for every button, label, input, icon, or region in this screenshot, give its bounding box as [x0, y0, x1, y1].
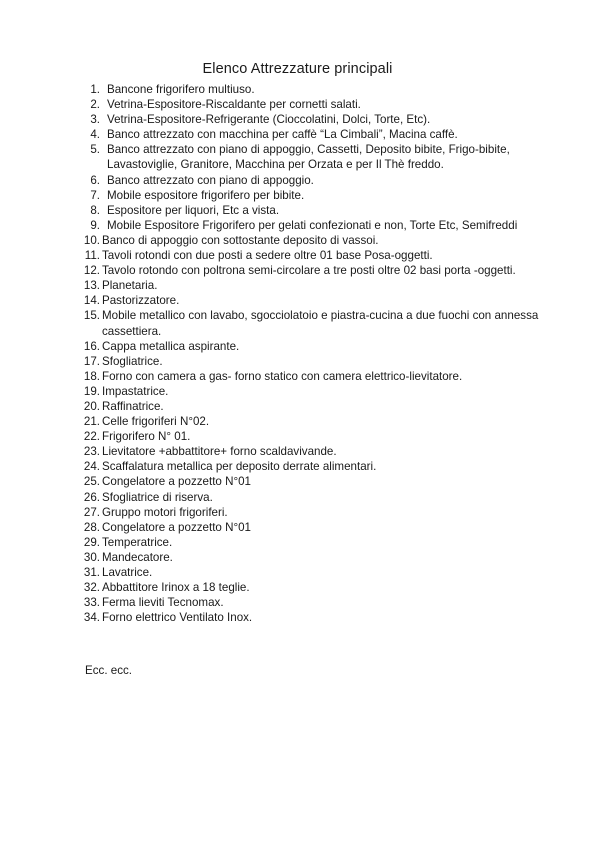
list-item — [82, 490, 552, 505]
item-text: Frigorifero N° 01. — [102, 430, 191, 444]
item-text: Impastatrice. — [102, 384, 169, 398]
closing-note: Ecc. ecc. — [85, 664, 133, 677]
list-item — [82, 339, 552, 354]
list-item — [82, 384, 552, 399]
list-item — [82, 550, 552, 565]
item-text: Sfogliatrice di riserva. — [102, 490, 213, 504]
item-number: 33. — [83, 596, 100, 610]
item-number: 10. — [83, 233, 100, 247]
item-number: 7. — [90, 188, 100, 202]
item-number: 20. — [83, 399, 100, 413]
item-text: Gruppo motori frigoriferi. — [102, 505, 228, 519]
item-number: 12. — [83, 264, 100, 278]
item-number: 2. — [90, 98, 100, 112]
list-item — [82, 565, 552, 580]
item-text: Ferma lieviti Tecnomax. — [102, 596, 224, 610]
document-title: Elenco Attrezzature principali — [202, 61, 393, 77]
list-item — [82, 444, 552, 459]
item-text: Bancone frigorifero multiuso. — [107, 83, 255, 96]
list-item — [82, 474, 552, 489]
item-text: Sfogliatrice. — [102, 354, 163, 368]
list-item — [82, 580, 552, 595]
item-number: 1. — [90, 83, 100, 96]
item-text: Lievitatore +abbattitore+ forno scaldavivande. — [102, 445, 337, 459]
item-text: Tavoli rotondi con due posti a sedere oltre 01 base Posa-oggetti. — [102, 249, 433, 263]
list-item — [82, 414, 552, 429]
item-text: Vetrina-Espositore-Refrigerante (Cioccolatini, Dolci, Torte, Etc). — [107, 113, 431, 127]
item-number: 25. — [83, 475, 100, 489]
item-number: 32. — [83, 581, 100, 595]
item-text: Tavolo rotondo con poltrona semi-circolare a tre posti oltre 02 basi porta -oggetti. — [102, 264, 516, 278]
list-item — [82, 354, 552, 369]
item-number: 14. — [83, 294, 100, 308]
item-text: Cappa metallica aspirante. — [102, 339, 240, 353]
item-number: 13. — [83, 279, 100, 293]
list-item — [82, 127, 552, 142]
item-number: 28. — [83, 520, 100, 534]
item-number: 24. — [83, 460, 100, 474]
list-item — [82, 203, 552, 218]
item-number: 17. — [83, 354, 100, 368]
item-number: 9. — [90, 218, 100, 232]
list-item — [82, 369, 552, 384]
item-number: 8. — [90, 203, 100, 217]
item-text: Lavatrice. — [102, 566, 153, 579]
list-item — [82, 535, 552, 550]
item-number: 31. — [83, 566, 100, 579]
list-item — [82, 429, 552, 444]
item-text: Banco attrezzato con piano di appoggio. — [107, 173, 314, 187]
equipment-list — [82, 82, 552, 625]
item-number: 11. — [84, 249, 100, 263]
item-number: 16. — [83, 339, 100, 353]
item-number: 19. — [83, 384, 100, 398]
list-item — [82, 188, 552, 203]
item-text: Vetrina-Espositore-Riscaldante per cornetti salati. — [107, 98, 361, 112]
item-text: Raffinatrice. — [102, 399, 164, 413]
item-text: Forno con camera a gas- forno statico con camera elettrico-lievitatore. — [102, 369, 463, 383]
item-text: Temperatrice. — [102, 535, 173, 549]
list-item — [82, 263, 552, 278]
item-number: 26. — [83, 490, 100, 504]
item-text: Banco attrezzato con macchina per caffè “La Cimbali”, Macina caffè. — [107, 128, 458, 142]
list-item — [82, 610, 552, 625]
item-text: Abbattitore Irinox a 18 teglie. — [102, 581, 250, 595]
item-text: Congelatore a pozzetto N°01 — [102, 520, 252, 534]
item-number: 4. — [90, 128, 100, 142]
item-text: Banco attrezzato con piano di appoggio, Cassetti, Deposito bibite, Frigo-bibite, Lavastoviglie, Granitore, Macchina per Orzata e per Il Thè freddo. — [107, 143, 510, 172]
list-item — [82, 505, 552, 520]
item-number: 5. — [90, 143, 100, 157]
item-text: Scaffalatura metallica per deposito derrate alimentari. — [102, 460, 377, 474]
list-item — [82, 293, 552, 308]
list-item — [82, 248, 552, 263]
item-number: 27. — [83, 505, 100, 519]
item-number: 3. — [90, 113, 100, 127]
item-text: Celle frigoriferi N°02. — [102, 415, 210, 429]
item-number: 18. — [83, 369, 100, 383]
list-item — [82, 233, 552, 248]
item-number: 15. — [83, 309, 100, 323]
item-number: 23. — [83, 445, 100, 459]
list-item — [82, 459, 552, 474]
list-item — [82, 82, 552, 97]
list-item — [82, 278, 552, 293]
item-text: Pastorizzatore. — [102, 294, 180, 308]
item-number: 22. — [83, 430, 100, 444]
item-text: Mobile espositore frigorifero per bibite. — [107, 188, 305, 202]
item-number: 21. — [83, 415, 100, 429]
list-item — [82, 142, 552, 172]
item-text: Forno elettrico Ventilato Inox. — [102, 611, 253, 625]
list-item — [82, 399, 552, 414]
list-item — [82, 218, 552, 233]
item-text: Mobile metallico con lavabo, sgocciolatoio e piastra-cucina a due fuochi con annessa cassettiera. — [102, 309, 539, 338]
list-item — [82, 97, 552, 112]
item-text: Congelatore a pozzetto N°01 — [102, 475, 252, 489]
item-text: Banco di appoggio con sottostante deposito di vassoi. — [102, 233, 379, 247]
list-item — [82, 173, 552, 188]
item-text: Mandecatore. — [102, 550, 173, 564]
item-text: Mobile Espositore Frigorifero per gelati confezionati e non, Torte Etc, Semifreddi — [107, 218, 518, 232]
list-item — [82, 112, 552, 127]
item-text: Espositore per liquori, Etc a vista. — [107, 203, 280, 217]
list-item — [82, 520, 552, 535]
item-number: 6. — [90, 173, 100, 187]
list-item — [82, 595, 552, 610]
item-number: 29. — [83, 535, 100, 549]
list-item — [82, 308, 552, 338]
item-text: Planetaria. — [102, 279, 158, 293]
item-number: 34. — [83, 611, 100, 625]
item-number: 30. — [83, 550, 100, 564]
